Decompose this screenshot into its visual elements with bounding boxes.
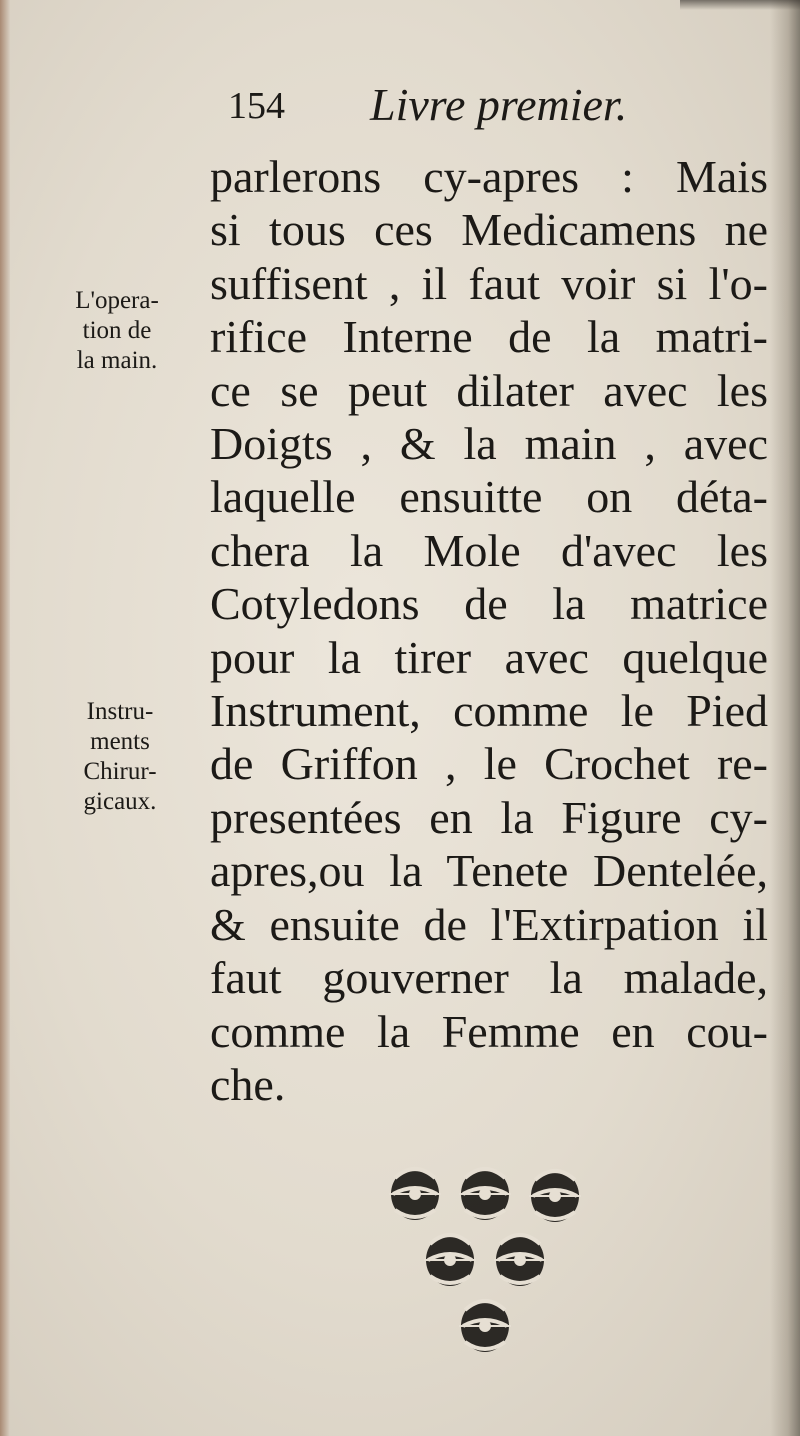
margin-note-operation — [52, 286, 182, 376]
margin-note-line: la main. — [76, 347, 158, 374]
page-corner-shadow — [680, 0, 800, 10]
text-line: Doigts , & la main , avec — [210, 418, 768, 470]
text-line: Instrument, comme le Pied — [210, 685, 768, 737]
body-text — [210, 150, 768, 1111]
margin-note-line: ments — [90, 728, 150, 755]
text-line: che. — [210, 1058, 286, 1110]
text-line: comme la Femme en cou- — [210, 1005, 768, 1057]
text-line: presentées en la Figure cy- — [210, 791, 768, 843]
page-number: 154 — [228, 85, 285, 127]
text-line: ce se peut dilater avec les — [210, 364, 768, 416]
page-gutter-shadow — [770, 0, 800, 1436]
text-line: si tous ces Medicamens ne — [210, 204, 768, 256]
text-line: apres,ou la Tenete Dentelée, — [210, 845, 768, 897]
text-line: laquelle ensuitte on déta- — [210, 471, 768, 523]
text-line: chera la Mole d'avec les — [210, 524, 768, 576]
text-line: pour la tirer avec quelque — [210, 631, 768, 683]
text-line: de Griffon , le Crochet re- — [210, 738, 768, 790]
text-line: suffisent , il faut voir si l'o- — [210, 257, 768, 309]
margin-note-line: Chirur- — [83, 758, 157, 785]
margin-note-line: Instru- — [86, 698, 154, 725]
text-line: faut gouverner la malade, — [210, 952, 768, 1004]
text-line: Cotyledons de la matrice — [210, 578, 768, 630]
text-line: rifice Interne de la matri- — [210, 311, 768, 363]
margin-note-line: L'opera- — [75, 287, 159, 314]
page-header — [228, 78, 748, 136]
text-line: parlerons cy-apres : Mais — [210, 151, 768, 202]
fleuron-ornament-icon — [370, 1160, 600, 1360]
margin-note-line: tion de — [82, 317, 152, 344]
margin-note-line: gicaux. — [83, 788, 157, 815]
margin-note-instruments — [50, 697, 190, 817]
text-line: & ensuite de l'Extirpation il — [210, 898, 768, 950]
page-left-edge — [0, 0, 10, 1436]
running-head: Livre premier. — [370, 79, 628, 130]
